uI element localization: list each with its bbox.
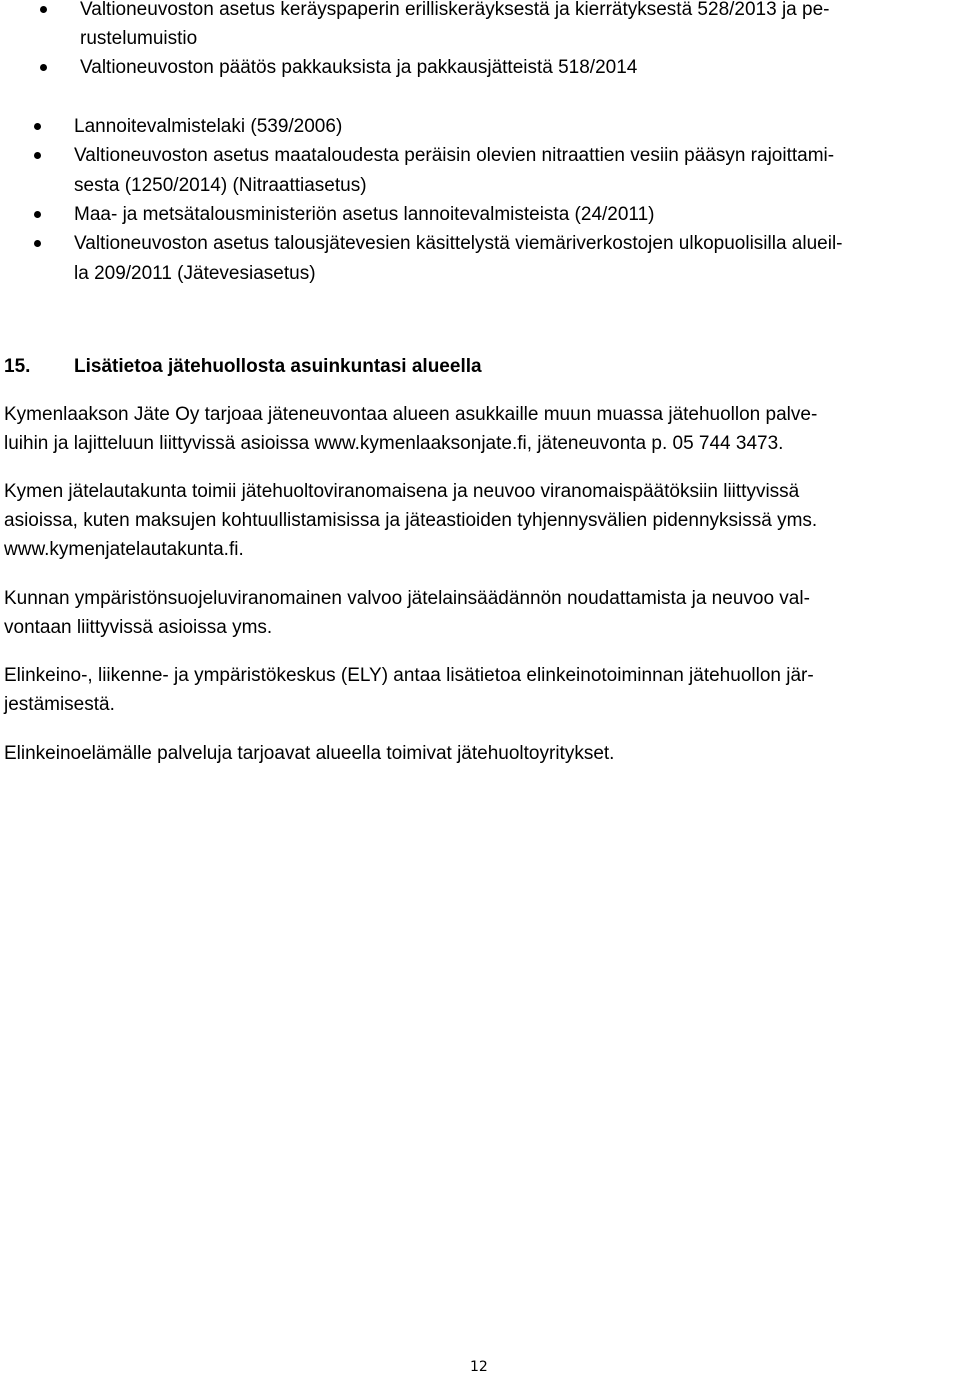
bullet-icon xyxy=(40,64,47,71)
list-item-text: Lannoitevalmistelaki (539/2006) xyxy=(74,116,343,137)
paragraph-line: Kunnan ympäristönsuojeluviranomainen valvoo jätelainsäädännön noudattamista ja neuvoo val- xyxy=(4,588,810,609)
paragraph-line: jestämisestä. xyxy=(4,694,115,715)
list-item-text: Valtioneuvoston asetus talousjätevesien käsittelystä viemäriverkostojen ulkopuolisilla alueil- xyxy=(74,233,843,254)
paragraph-line: Kymenlaakson Jäte Oy tarjoaa jäteneuvontaa alueen asukkaille muun muassa jätehuollon palve- xyxy=(4,404,818,425)
bullet-icon xyxy=(34,211,41,218)
bullet-icon xyxy=(34,152,41,159)
list-item-text-continued: rustelumuistio xyxy=(80,28,198,49)
paragraph-line: Elinkeino-, liikenne- ja ympäristökeskus (ELY) antaa lisätietoa elinkeinotoiminnan jätehuollon jär- xyxy=(4,665,814,686)
page-number: 12 xyxy=(470,1359,488,1375)
paragraph-line: luihin ja lajitteluun liittyvissä asioissa www.kymenlaaksonjate.fi, jäteneuvonta p. 05 744 3473. xyxy=(4,433,784,454)
bullet-icon xyxy=(40,6,47,13)
list-item-text-continued: sesta (1250/2014) (Nitraattiasetus) xyxy=(74,175,367,196)
list-item-text: Maa- ja metsätalousministeriön asetus lannoitevalmisteista (24/2011) xyxy=(74,204,655,225)
paragraph-line: Elinkeinoelämälle palveluja tarjoavat alueella toimivat jätehuoltoyritykset. xyxy=(4,743,615,764)
paragraph-line: asioissa, kuten maksujen kohtuullistamisissa ja jäteastioiden tyhjennysvälien pidennyksissä yms. xyxy=(4,510,818,531)
list-item-text: Valtioneuvoston päätös pakkauksista ja pakkausjätteistä 518/2014 xyxy=(80,57,638,78)
bullet-icon xyxy=(34,123,41,130)
paragraph-line: Kymen jätelautakunta toimii jätehuoltoviranomaisena ja neuvoo viranomaispäätöksiin liittyvissä xyxy=(4,481,800,502)
section-title: Lisätietoa jätehuollosta asuinkuntasi alueella xyxy=(74,356,482,377)
list-item-text: Valtioneuvoston asetus keräyspaperin erilliskeräyksestä ja kierrätyksestä 528/2013 ja pe- xyxy=(80,0,830,20)
list-item-text: Valtioneuvoston asetus maataloudesta peräisin olevien nitraattien vesiin pääsyn rajoittami- xyxy=(74,145,835,166)
list-item-text-continued: la 209/2011 (Jätevesiasetus) xyxy=(74,263,316,284)
paragraph-line: vontaan liittyvissä asioissa yms. xyxy=(4,617,273,638)
section-number: 15. xyxy=(4,356,31,377)
paragraph-line: www.kymenjatelautakunta.fi. xyxy=(4,539,244,560)
bullet-icon xyxy=(34,240,41,247)
